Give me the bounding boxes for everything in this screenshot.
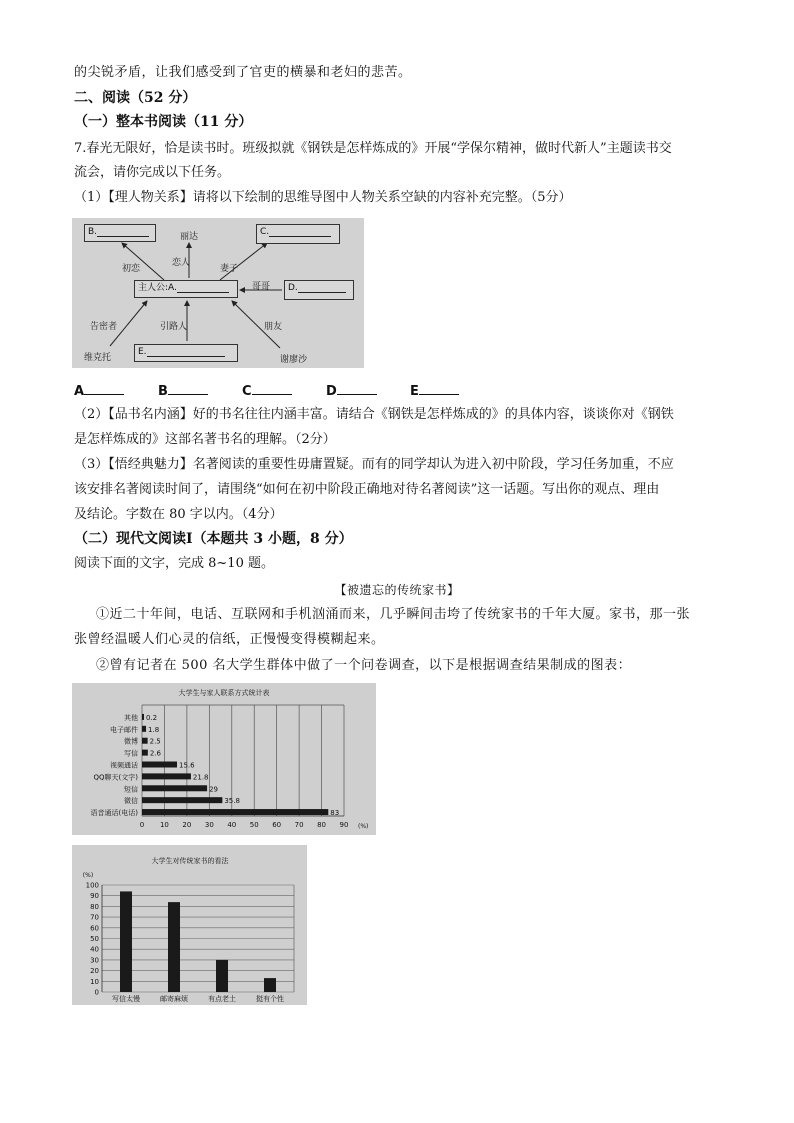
x-tick-label: 60 bbox=[272, 821, 282, 829]
bar bbox=[168, 902, 180, 992]
y-tick-label: 70 bbox=[90, 913, 99, 922]
family-letter-opinion-chart bbox=[72, 845, 307, 1005]
label-informer: 告密者 bbox=[90, 322, 118, 332]
bar bbox=[216, 960, 228, 992]
category-label: 电子邮件 bbox=[110, 725, 138, 734]
value-label: 35.8 bbox=[224, 797, 240, 806]
value-label: 83 bbox=[330, 809, 340, 818]
bar bbox=[142, 773, 191, 779]
y-tick-label: 90 bbox=[90, 892, 99, 901]
answer-c[interactable]: C bbox=[242, 382, 326, 399]
answer-b[interactable]: B bbox=[158, 382, 242, 399]
x-tick-label: 0 bbox=[139, 821, 145, 829]
label-brother: 哥哥 bbox=[252, 282, 271, 292]
category-label: 视频通话 bbox=[110, 761, 138, 770]
answer-a[interactable]: A bbox=[74, 382, 158, 399]
part1-title: （一）整本书阅读（11 分） bbox=[74, 114, 253, 130]
category-label: 写信 bbox=[124, 749, 138, 758]
y-tick-label: 20 bbox=[90, 967, 99, 976]
chart-title: 大学生对传统家书的看法 bbox=[151, 857, 229, 865]
answer-d[interactable]: D bbox=[326, 382, 410, 399]
task-3-line-1: （3）【悟经典魅力】名著阅读的重要性毋庸置疑。而有的同学却认为进入初中阶段，学习任务加重，不应 bbox=[74, 457, 674, 472]
label-lover: 恋人 bbox=[172, 258, 191, 268]
x-tick-label: 40 bbox=[227, 821, 237, 829]
part2-title: （二）现代文阅读Ⅰ（本题共 3 小题，8 分） bbox=[74, 531, 353, 547]
bar bbox=[142, 762, 177, 768]
task-3-line-3: 及结论。字数在 80 字以内。（4分） bbox=[74, 507, 283, 522]
answer-blanks bbox=[74, 382, 494, 399]
y-tick-label: 80 bbox=[90, 902, 99, 911]
value-label: 1.8 bbox=[148, 725, 160, 734]
task-2-line-2: 是怎样炼成的》这部名著书名的理解。（2分） bbox=[74, 432, 336, 447]
part2-intro: 阅读下面的文字，完成 8~10 题。 bbox=[74, 556, 274, 571]
bar bbox=[264, 978, 276, 992]
y-tick-label: 30 bbox=[90, 956, 99, 965]
x-tick-label: 20 bbox=[182, 821, 192, 829]
y-tick-label: 50 bbox=[90, 935, 99, 943]
paragraph-2-line-1: ②曾有记者在 500 名大学生群体中做了一个问卷调查，以下是根据调查结果制成的图表： bbox=[96, 658, 632, 673]
article-title: 【被遗忘的传统家书】 bbox=[334, 583, 460, 597]
section-title: 二、阅读（52 分） bbox=[74, 90, 197, 106]
value-label: 2.5 bbox=[149, 737, 161, 746]
category-label: 语音通话(电话) bbox=[90, 809, 138, 818]
task-3-line-2: 该安排名著阅读时间了，请围绕“如何在初中阶段正确地对待名著阅读”这一话题。写出你的观点、理由 bbox=[74, 482, 660, 497]
value-label: 15.6 bbox=[179, 761, 195, 770]
label-wife: 妻子 bbox=[220, 264, 239, 274]
label-lida: 丽达 bbox=[180, 232, 199, 242]
category-label: 微信 bbox=[124, 797, 138, 806]
label-first-love: 初恋 bbox=[122, 264, 141, 274]
bar bbox=[142, 738, 148, 744]
x-unit-label: (%) bbox=[358, 823, 369, 830]
top-fragment: 的尖锐矛盾，让我们感受到了官吏的横暴和老妇的悲苦。 bbox=[74, 65, 412, 80]
task-2-line-1: （2）【品书名内涵】好的书名往往内涵丰富。请结合《钢铁是怎样炼成的》的具体内容，谈谈你对《钢铁 bbox=[74, 407, 674, 422]
x-tick-label: 70 bbox=[294, 821, 304, 829]
bar bbox=[142, 750, 148, 756]
x-tick-label: 30 bbox=[204, 821, 214, 829]
mind-map-box-a: 主人公:A. bbox=[134, 280, 238, 298]
x-tick-label: 90 bbox=[339, 821, 349, 829]
label-guide: 引路人 bbox=[160, 322, 188, 332]
x-tick-label: 80 bbox=[317, 821, 327, 829]
bar bbox=[142, 785, 207, 791]
question-7-line-1: 7.春光无限好，恰是读书时。班级拟就《钢铁是怎样炼成的》开展“学保尔精神，做时代新人”主题读书交 bbox=[74, 141, 672, 156]
y-tick-label: 60 bbox=[90, 924, 99, 933]
label-friend: 朋友 bbox=[264, 322, 283, 332]
y-tick-label: 10 bbox=[90, 977, 99, 986]
paragraph-1-line-1: ①近二十年间，电话、互联网和手机汹涌而来，几乎瞬间击垮了传统家书的千年大厦。家书，那一张 bbox=[96, 607, 691, 622]
chart-title: 大学生与家人联系方式统计表 bbox=[178, 689, 270, 697]
bar bbox=[142, 714, 144, 720]
mind-map-box-d: D. bbox=[284, 280, 354, 300]
mind-map-box-b: B. bbox=[84, 224, 156, 242]
mind-map-box-c: C. bbox=[256, 224, 340, 244]
label-seryozha: 谢廖沙 bbox=[280, 355, 308, 365]
x-tick-label: 50 bbox=[249, 821, 259, 829]
category-label: 微博 bbox=[124, 737, 138, 746]
value-label: 0.2 bbox=[146, 713, 158, 722]
category-label: 邮寄麻烦 bbox=[160, 995, 188, 1003]
label-victor: 维克托 bbox=[84, 353, 112, 363]
y-unit-label: (%) bbox=[82, 872, 94, 879]
contact-method-chart-svg bbox=[72, 683, 376, 835]
question-7-line-2: 流会，请你完成以下任务。 bbox=[74, 165, 231, 180]
category-label: QQ聊天(文字) bbox=[93, 773, 138, 782]
value-label: 2.6 bbox=[149, 749, 161, 758]
task-1: （1）【理人物关系】请将以下绘制的思维导图中人物关系空缺的内容补充完整。（5分） bbox=[74, 190, 572, 205]
answer-e[interactable]: E bbox=[410, 382, 494, 399]
category-label: 短信 bbox=[124, 785, 138, 794]
family-letter-opinion-chart-svg bbox=[72, 845, 307, 1005]
bar bbox=[142, 797, 222, 803]
category-label: 写信太慢 bbox=[112, 995, 140, 1003]
y-tick-label: 100 bbox=[85, 881, 99, 890]
bar bbox=[142, 726, 146, 732]
bar bbox=[120, 891, 132, 992]
x-tick-label: 10 bbox=[159, 821, 169, 829]
y-tick-label: 40 bbox=[90, 945, 99, 954]
contact-method-chart bbox=[72, 683, 376, 835]
category-label: 挺有个性 bbox=[256, 995, 284, 1003]
y-tick-label: 0 bbox=[94, 988, 99, 997]
value-label: 21.8 bbox=[192, 773, 209, 782]
category-label: 其他 bbox=[124, 713, 138, 722]
paragraph-1-line-2: 张曾经温暖人们心灵的信纸，正慢慢变得模糊起来。 bbox=[74, 632, 385, 647]
character-mind-map bbox=[72, 218, 364, 368]
bar bbox=[142, 809, 328, 815]
value-label: 29 bbox=[209, 785, 219, 794]
category-label: 有点老土 bbox=[208, 995, 236, 1003]
mind-map-box-e: E. bbox=[134, 344, 238, 362]
